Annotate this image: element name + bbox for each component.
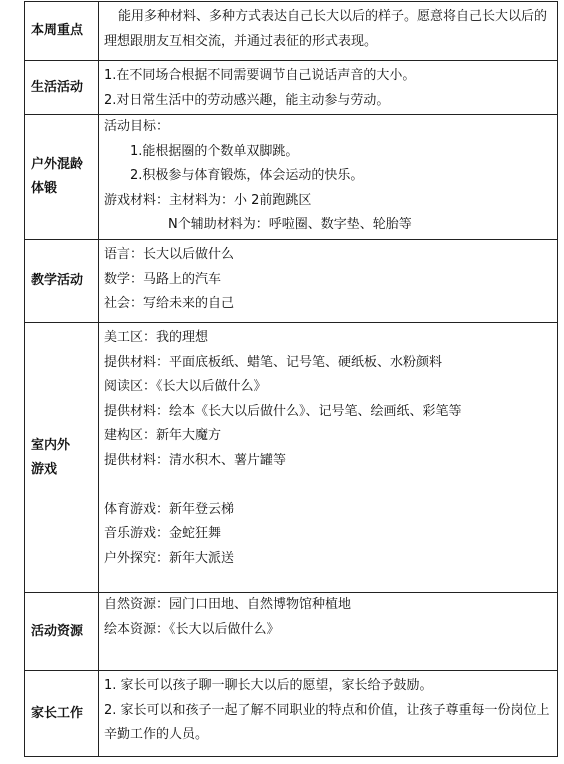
table-row-resources [25,593,558,671]
list-item: 1.能根据圈的个数单双脚跳。 [130,143,299,159]
weekly-plan-table [24,1,558,757]
list-item: 2.对日常生活中的劳动感兴趣，能主动参与劳动。 [104,92,390,108]
table-row-outdoor-mixed-age [25,115,558,240]
list-item: 1.在不同场合根据不同需要调节自己说话声音的大小。 [104,68,416,83]
list-item: 2.积极参与体育锻炼，体会运动的快乐。 [130,168,364,183]
list-item: N个辅助材料为：呼啦圈、数字垫、轮胎等 [168,217,412,232]
row-label-outdoor-mixed-age: 户外混龄 体锻 [25,115,99,240]
row-label-weekly-focus: 本周重点 [25,2,99,61]
row-content-outdoor-mixed-age [99,115,558,240]
row-content-indoor-outdoor-games [99,323,558,593]
row-content-parent-work [99,671,558,757]
list-item: 数学：马路上的汽车 [104,271,222,287]
list-item: 提供材料：平面底板纸、蜡笔、记号笔、硬纸板、水粉颜料 [104,354,443,370]
list-item: 自然资源：园门口田地、自然博物馆种植地 [104,597,352,612]
table-row-teaching [25,240,558,323]
table-row-parent-work [25,671,558,757]
list-item: 提供材料：绘本《长大以后做什么》、记号笔、绘画纸、彩笔等 [104,403,462,419]
list-item: 提供材料：清水积木、薯片罐等 [104,452,287,468]
blank-line [104,473,553,498]
list-item: 社会：写给未来的自己 [104,296,235,311]
list-item: 1. 家长可以孩子聊一聊长大以后的愿望，家长给予鼓励。 [104,678,433,693]
list-item: 绘本资源：《长大以后做什么》 [104,621,280,637]
row-content-resources [99,593,558,671]
row-label-resources: 活动资源 [25,593,99,671]
list-item: 2. 家长可以和孩子一起了解不同职业的特点和价值，让孩子尊重每一份岗位上辛勤工作的人员。 [104,702,550,742]
table-row-indoor-outdoor-games [25,323,558,593]
list-item: 建构区：新年大魔方 [104,428,222,443]
list-item: 活动目标： [104,119,170,134]
weekly-focus-text: 能用多种材料、多种方式表达自己长大以后的样子。愿意将自己长大以后的理想跟朋友互相交流，并通过表征的形式表现。 [104,9,548,49]
list-item: 音乐游戏：金蛇狂舞 [104,526,222,541]
row-content-daily-life [99,61,558,115]
row-content-weekly-focus [99,2,558,61]
list-item: 美工区：我的理想 [104,330,209,345]
row-label-teaching: 教学活动 [25,240,99,323]
table-row-weekly-focus [25,2,558,61]
row-label-parent-work: 家长工作 [25,671,99,757]
list-item: 体育游戏：新年登云梯 [104,501,235,517]
list-item: 游戏材料：主材料为：小 2前跑跳区 [104,192,312,208]
table-row-daily-life [25,61,558,115]
row-label-daily-life: 生活活动 [25,61,99,115]
list-item: 阅读区：《长大以后做什么》 [104,379,267,394]
list-item: 语言：长大以后做什么 [104,247,235,262]
list-item: 户外探究：新年大派送 [104,550,235,566]
row-label-indoor-outdoor-games: 室内外 游戏 [25,323,99,593]
row-content-teaching [99,240,558,323]
